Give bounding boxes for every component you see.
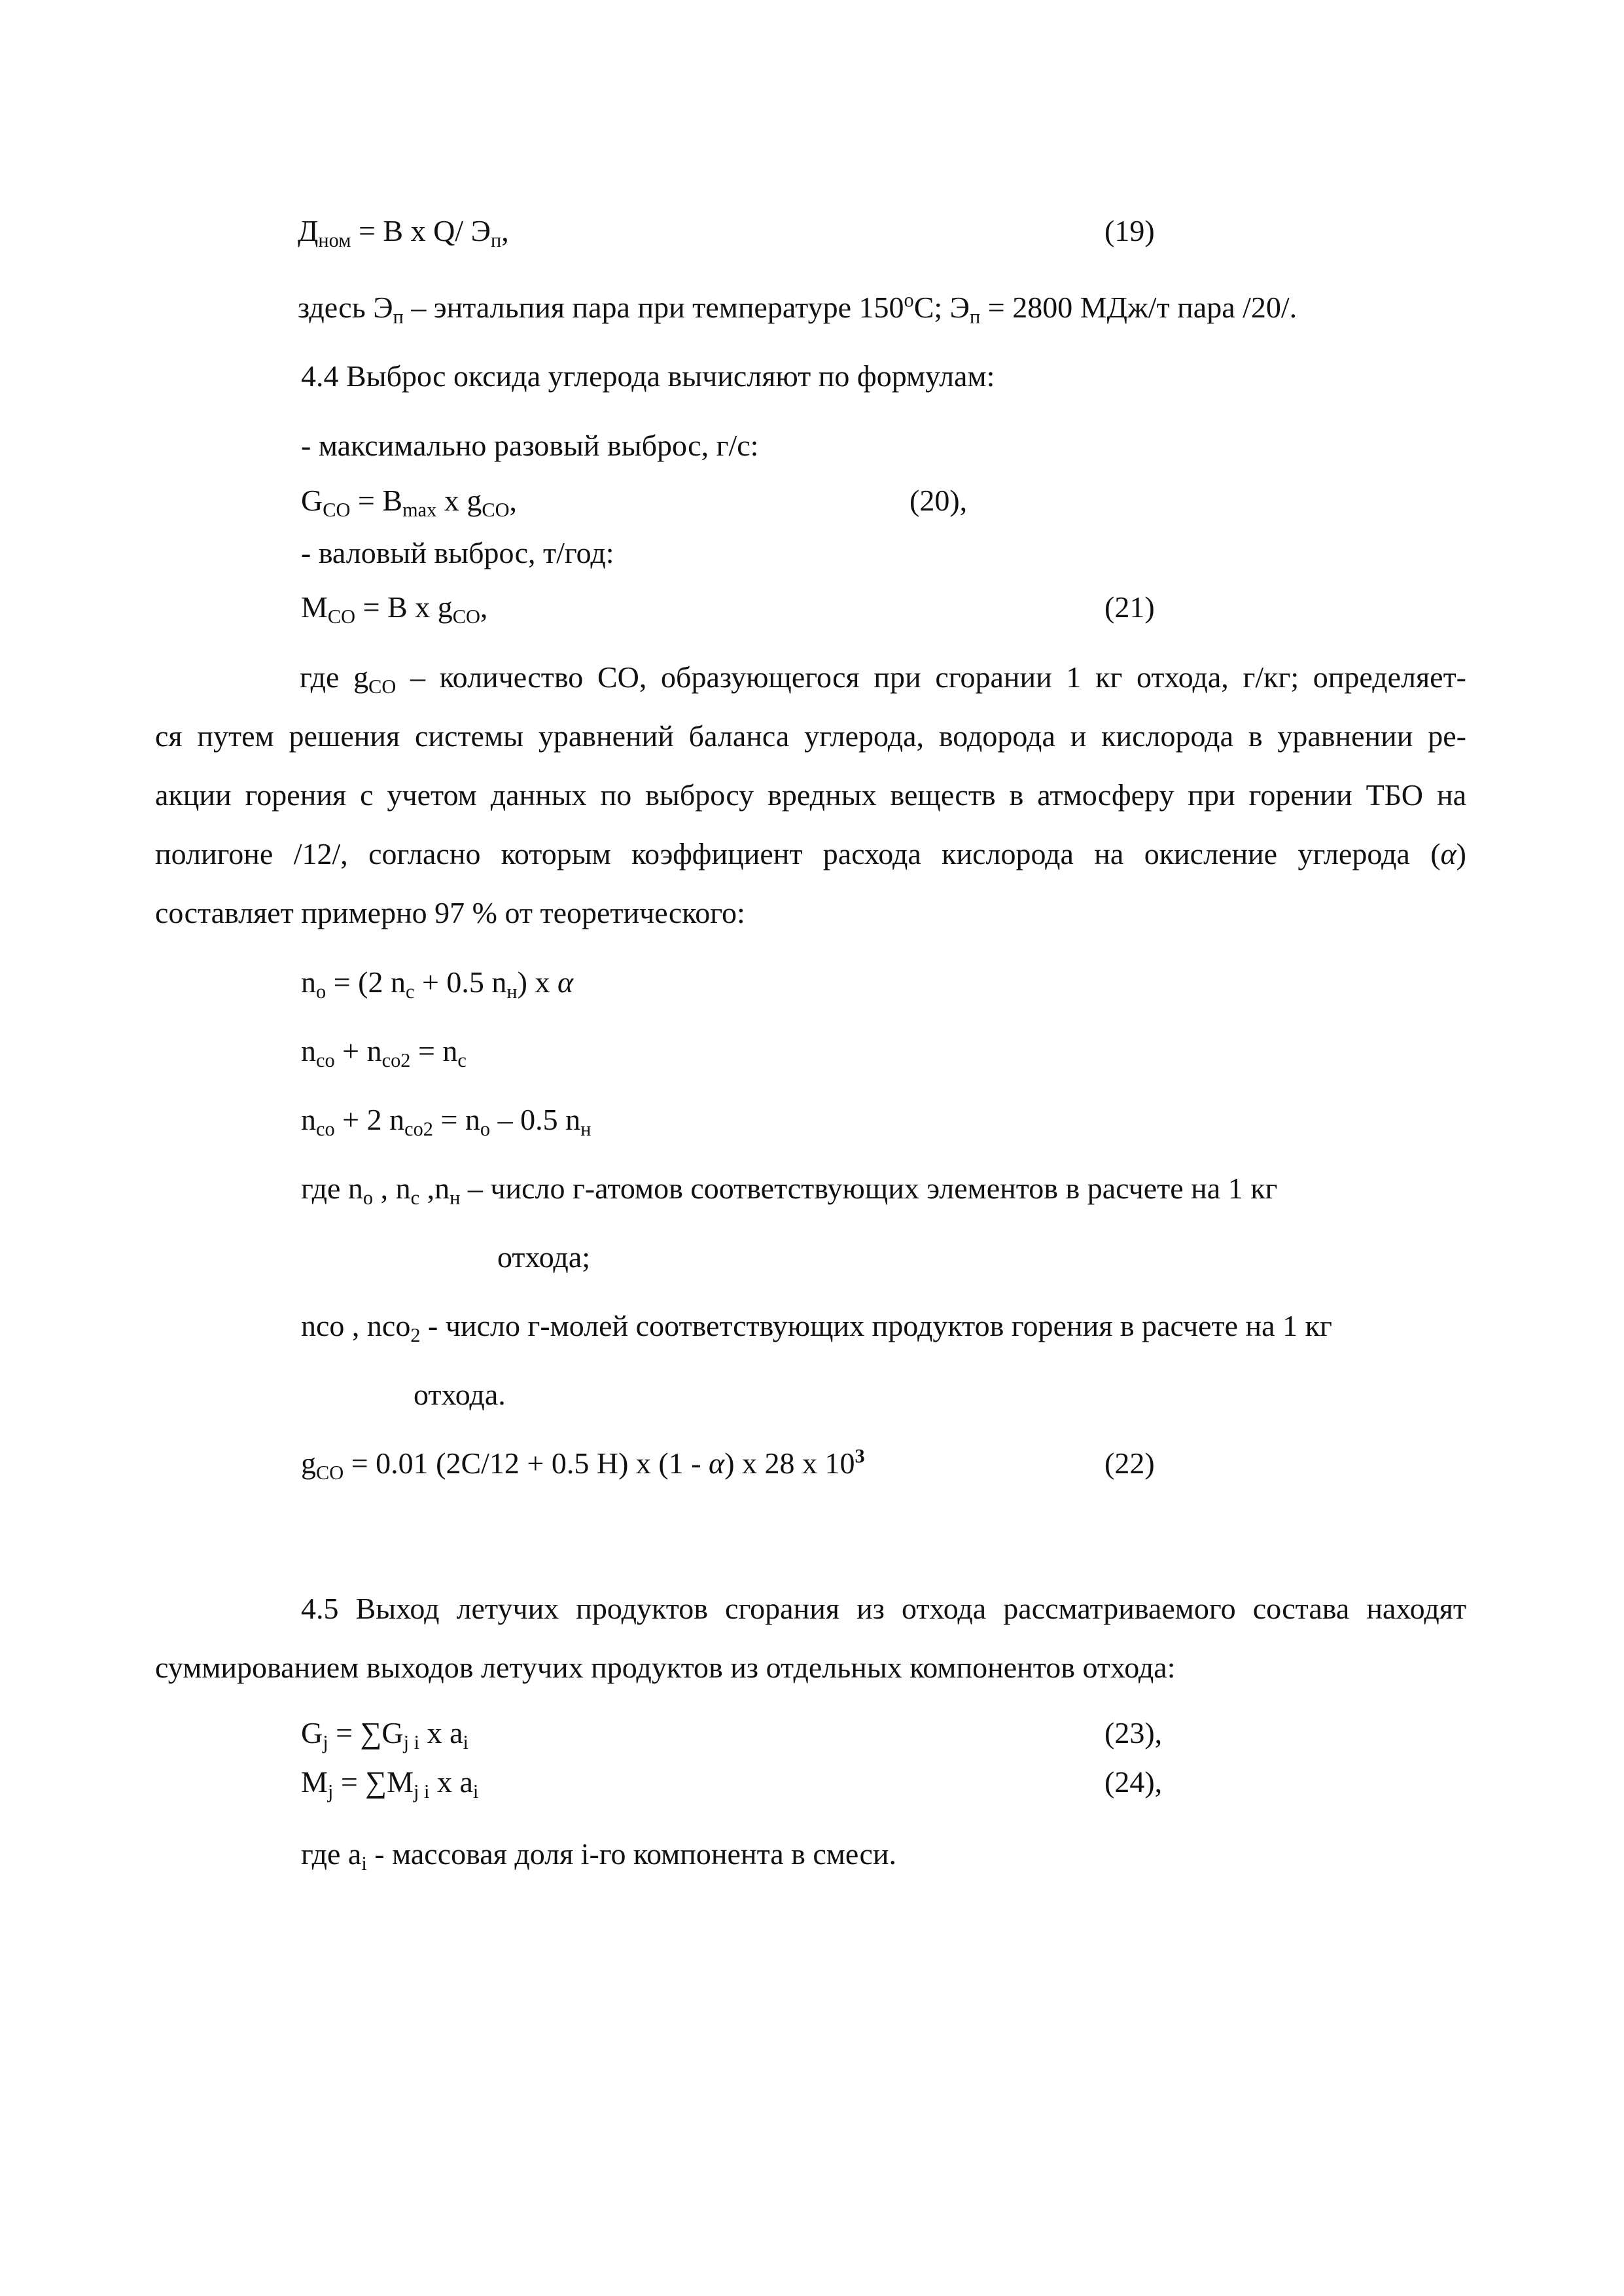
formula-20: $G_{CO} = B_{max}$ x $g_{CO}$, xyxy=(301,484,518,522)
section-4-5-line-2: суммированием выходов летучих продуктов из отдельных компонентов отхода: xyxy=(155,1651,1176,1684)
max-emission-label: - максимально разовый выброс, г/с: xyxy=(301,429,759,462)
formula-21: $M_{CO} = B$ x $g_{CO}$, xyxy=(301,590,488,628)
mass-fraction-definition: где $a_i$ - массовая доля i-го компонента в смеси. xyxy=(301,1837,896,1875)
formula-23: $G_j = \sum G_{j i}$ x $a_i$ xyxy=(301,1716,468,1754)
variables-definition-moles-continuation: отхода. xyxy=(414,1378,506,1411)
section-4-4-heading: 4.4 Выброс оксида углерода вычисляют по формулам: xyxy=(301,359,995,393)
enthalpy-definition: здесь $Э_п$ – энтальпия пара при температуре $150^оС$; $Э_п = 2800$ МДж/т пара /20/. xyxy=(298,289,1297,329)
paragraph-line-5: составляет примерно 97 % от теоретического: xyxy=(155,896,745,929)
equation-number-23: (23), xyxy=(1104,1716,1163,1749)
equation-number-19: (19) xyxy=(1104,214,1155,247)
paragraph-line-4: полигоне /12/, согласно которым коэффициент расхода кислорода на окисление углерода (α) xyxy=(155,837,1466,870)
balance-equation-products: $n_{co} + 2$ $n_{co2} = n_o - 0.5$ $n_н$ xyxy=(301,1103,591,1141)
paragraph-line-3: акции горения с учетом данных по выбросу вредных веществ в атмосферу при горении ТБО на xyxy=(155,778,1466,812)
equation-number-21: (21) xyxy=(1104,590,1155,624)
formula-24: $M_j = \sum M_{j i}$ x $a_i$ xyxy=(301,1765,479,1803)
gross-emission-label: - валовый выброс, т/год: xyxy=(301,536,614,569)
formula-19: $Д_{ном} = В$ x Q/ $Э_п$, xyxy=(298,214,509,252)
variables-definition-atoms: где $n_o$ , $n_c$ $,n_н$ – число г-атомов соответствующих элементов в расчете на 1 кг xyxy=(301,1172,1278,1210)
paragraph-line-1: где $g_{CO}$ – количество СО, образующегося при сгорании 1 кг отхода, г/кг; определяет- xyxy=(300,660,1466,698)
formula-22: $g_{CO} = 0.01$ (2C/12 + 0.5 H) x (1 - α) x 28 x $10^3$ xyxy=(301,1444,865,1484)
section-4-5-line-1: 4.5 Выход летучих продуктов сгорания из отхода рассматриваемого состава находят xyxy=(301,1592,1466,1625)
equation-number-20: (20), xyxy=(909,484,968,517)
variables-definition-moles: nco , nco$_2$ - число г-молей соответствующих продуктов горения в расчете на 1 кг xyxy=(301,1309,1332,1347)
paragraph-line-2: ся путем решения системы уравнений баланса углерода, водорода и кислорода в уравнении ре- xyxy=(155,719,1466,753)
equation-number-24: (24), xyxy=(1104,1765,1163,1799)
variables-definition-atoms-continuation: отхода; xyxy=(497,1240,591,1274)
balance-equation-carbon: $n_{co} + n_{co2} = n_c$ xyxy=(301,1034,467,1072)
balance-equation-oxygen: $n_o = (2$ $n_c + 0.5$ $n_н$) x α xyxy=(301,965,574,1003)
equation-number-22: (22) xyxy=(1104,1446,1155,1480)
